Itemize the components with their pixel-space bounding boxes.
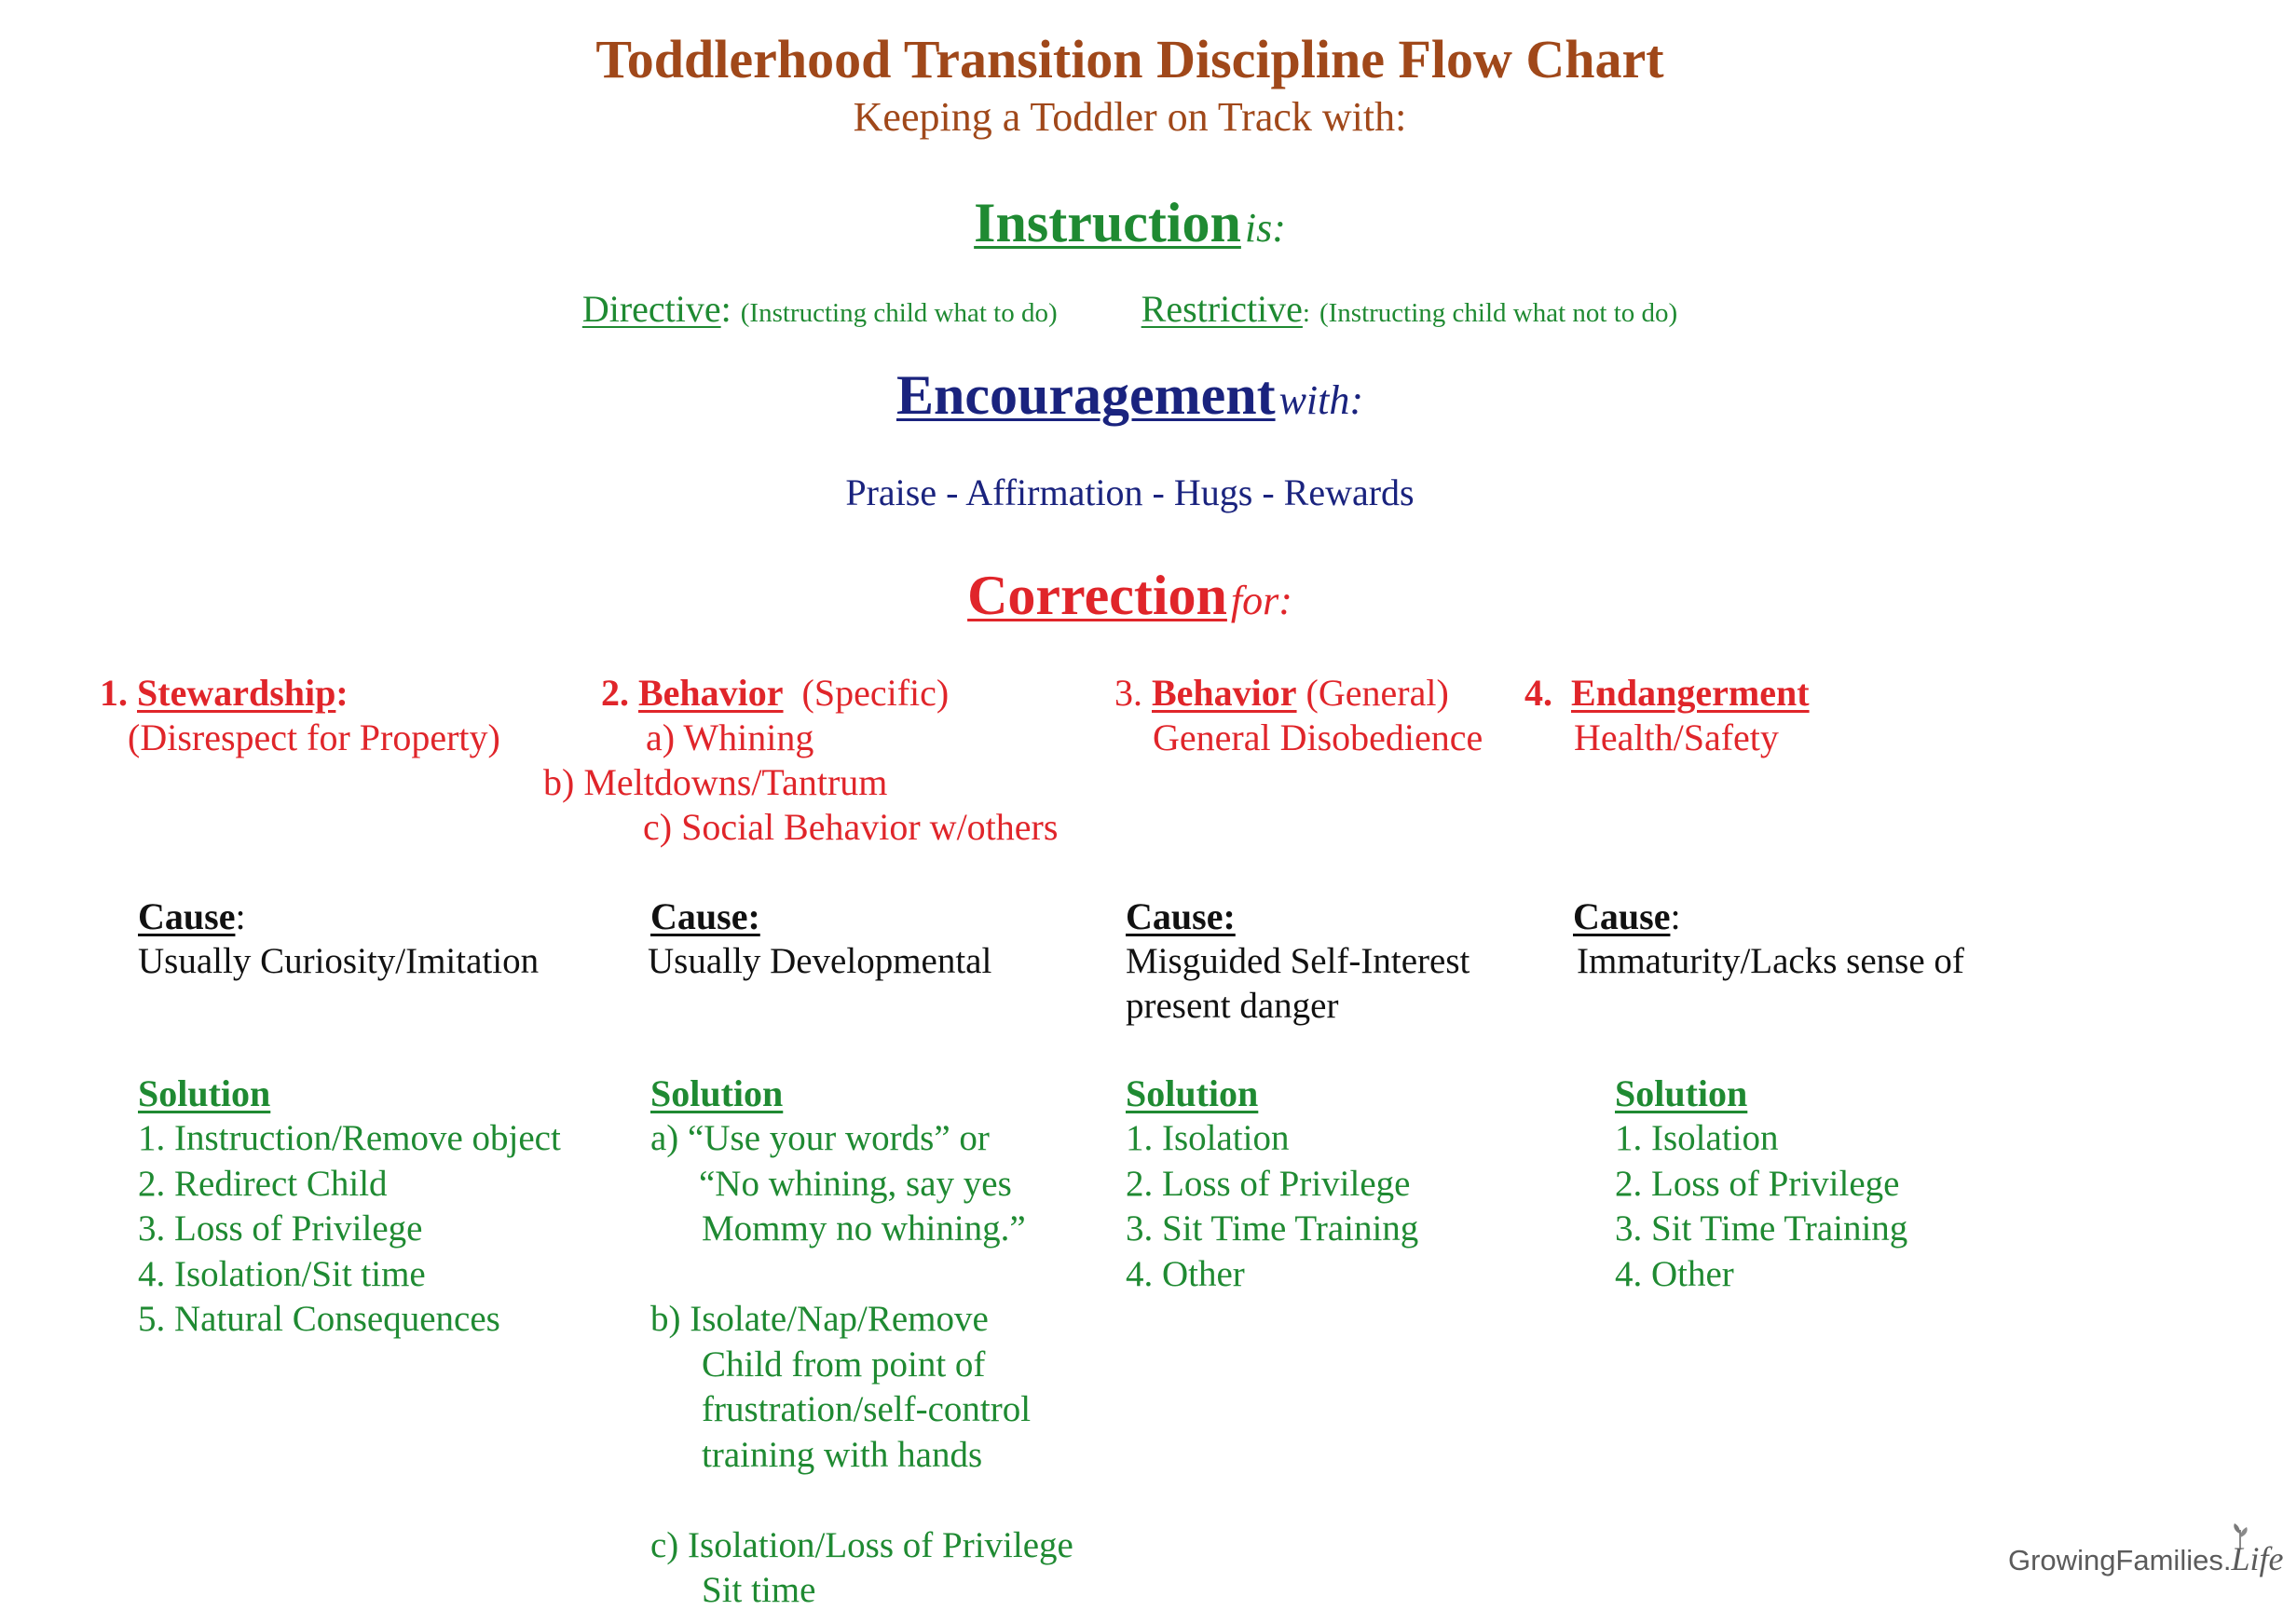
category-name-suffix: (Specific): [801, 672, 950, 714]
correction-suffix: for:: [1230, 578, 1292, 623]
cause-label: Cause: [138, 895, 236, 937]
category-number: 2.: [601, 672, 629, 714]
correction-section: [0, 564, 2260, 628]
list-item: 3. Sit Time Training: [1615, 1208, 1908, 1249]
list-item: 3. Loss of Privilege: [138, 1208, 423, 1249]
cause-text-3b: present danger: [1126, 986, 1339, 1026]
restrictive-label: Restrictive: [1141, 288, 1303, 330]
category-name-suffix: :: [335, 672, 349, 714]
list-item: Child from point of: [702, 1344, 986, 1385]
list-item: 2. Redirect Child: [138, 1163, 388, 1204]
correction-heading: Correction: [967, 565, 1227, 626]
cause-text-2: Usually Developmental: [648, 941, 992, 981]
category-number: 3.: [1114, 672, 1142, 714]
category-name: Behavior: [638, 672, 784, 714]
cause-heading-4: [1573, 894, 1681, 939]
cause-text-1: Usually Curiosity/Imitation: [138, 941, 540, 981]
cause-label: Cause: [1573, 895, 1671, 937]
category-4-detail: Health/Safety: [1574, 716, 1779, 758]
solution-list-3: [1126, 1116, 1418, 1297]
solution-list-4: [1615, 1116, 1907, 1297]
cause-heading-2: [650, 894, 760, 939]
list-item: Sit time: [702, 1570, 816, 1610]
cause-heading-3: [1126, 894, 1236, 939]
category-1-title: [100, 671, 349, 716]
list-item: 1. Instruction/Remove object: [138, 1118, 561, 1158]
instruction-suffix: is:: [1244, 205, 1286, 251]
category-2-detail-a: a) Whining: [646, 716, 814, 758]
directive-colon: :: [720, 288, 731, 330]
solution-heading-3: Solution: [1126, 1072, 1259, 1114]
cause-heading-1: [138, 894, 246, 939]
directive-note: (Instructing child what to do): [740, 298, 1058, 328]
category-3-detail: General Disobedience: [1153, 716, 1483, 758]
list-item: training with hands: [702, 1434, 983, 1475]
list-item: 4. Other: [1615, 1253, 1734, 1294]
solution-list-2: [650, 1116, 1073, 1614]
instruction-section: [0, 191, 2260, 255]
list-item: 4. Isolation/Sit time: [138, 1253, 426, 1294]
brand-suffix: Life: [2231, 1540, 2283, 1577]
encouragement-suffix: with:: [1278, 377, 1364, 423]
cause-colon: :: [1670, 895, 1681, 937]
encouragement-section: [0, 363, 2260, 428]
category-3-title: [1114, 671, 1449, 716]
cause-label: Cause:: [1126, 895, 1236, 937]
encouragement-heading: Encouragement: [895, 364, 1276, 426]
list-item: 1. Isolation: [1126, 1118, 1290, 1158]
list-item: c) Isolation/Loss of Privilege: [650, 1524, 1073, 1565]
category-2-detail-c: c) Social Behavior w/others: [643, 806, 1059, 848]
solution-heading-4: Solution: [1615, 1072, 1748, 1114]
list-item: 3. Sit Time Training: [1126, 1208, 1419, 1249]
category-number: 4.: [1524, 672, 1552, 714]
list-item: Mommy no whining.”: [702, 1208, 1026, 1249]
category-2-detail-b: b) Meltdowns/Tantrum: [543, 761, 888, 803]
leaf-sprig-icon: [2229, 1521, 2251, 1549]
category-name: Behavior: [1152, 672, 1297, 714]
category-1-detail: (Disrespect for Property): [128, 716, 500, 758]
list-spacer: [650, 1252, 1073, 1298]
solution-list-1: [138, 1116, 561, 1343]
list-item: b) Isolate/Nap/Remove: [650, 1299, 989, 1339]
solution-heading-2: Solution: [650, 1072, 784, 1114]
page-title: Toddlerhood Transition Discipline Flow Chart: [595, 29, 1664, 89]
list-item: 4. Other: [1126, 1253, 1245, 1294]
directive-label: Directive: [581, 288, 721, 330]
list-item: 2. Loss of Privilege: [1126, 1163, 1411, 1204]
list-item: a) “Use your words” or: [650, 1118, 990, 1158]
list-item: 5. Natural Consequences: [138, 1299, 500, 1339]
restrictive-colon: :: [1302, 298, 1310, 328]
category-name: Stewardship: [137, 672, 336, 714]
cause-text-4: Immaturity/Lacks sense of: [1577, 941, 1964, 981]
brand-text: GrowingFamilies.: [2008, 1544, 2232, 1576]
restrictive-note: (Instructing child what not to do): [1319, 298, 1678, 328]
instruction-types: [0, 287, 2260, 331]
list-spacer: [650, 1478, 1073, 1523]
category-2-title: [601, 671, 949, 716]
cause-colon: :: [235, 895, 246, 937]
list-item: 1. Isolation: [1615, 1118, 1779, 1158]
category-name: Endangerment: [1571, 672, 1810, 714]
page-subtitle: Keeping a Toddler on Track with:: [853, 94, 1407, 140]
category-name-suffix: (General): [1306, 672, 1449, 714]
instruction-heading: Instruction: [974, 192, 1241, 253]
solution-heading-1: Solution: [138, 1072, 271, 1114]
cause-text-3a: Misguided Self-Interest: [1126, 941, 1470, 981]
list-item: “No whining, say yes: [699, 1163, 1012, 1204]
category-4-title: [1524, 671, 1810, 716]
list-item: 2. Loss of Privilege: [1615, 1163, 1900, 1204]
category-number: 1.: [100, 672, 128, 714]
encouragement-list: Praise - Affirmation - Hugs - Rewards: [845, 471, 1415, 513]
list-item: frustration/self-control: [702, 1389, 1032, 1429]
cause-label: Cause:: [650, 895, 760, 937]
